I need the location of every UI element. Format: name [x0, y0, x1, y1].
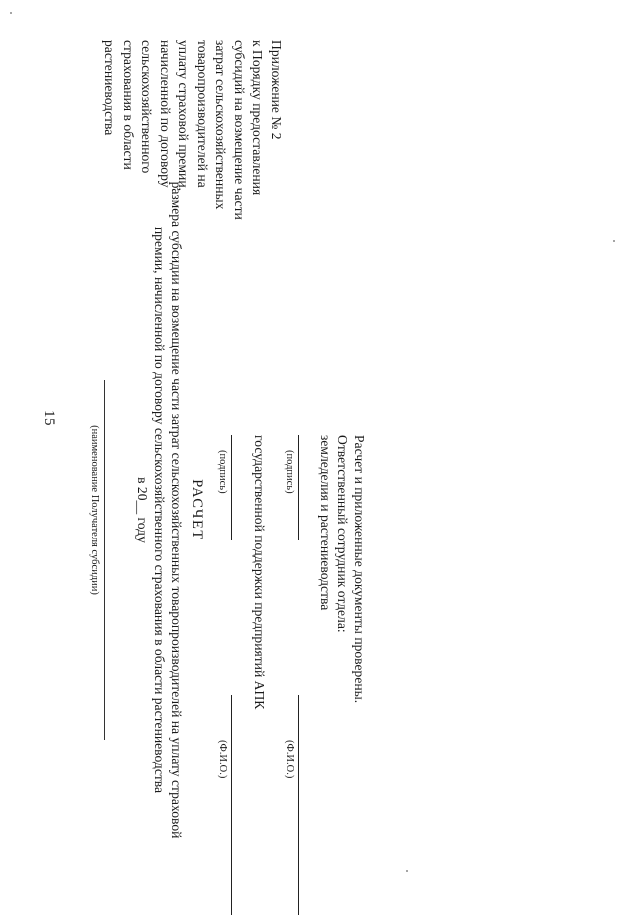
signature-line — [231, 435, 232, 540]
calculation-year: в 20__ году — [135, 477, 150, 543]
appendix-line: затрат сельскохозяйственных — [213, 40, 229, 210]
scan-speck — [613, 240, 615, 242]
appendix-line: субсидий на возмещение части — [232, 40, 247, 220]
appendix-line: сельскохозяйственного — [139, 40, 155, 174]
calculation-heading: РАСЧЕТ — [189, 479, 205, 541]
signature-line — [298, 435, 299, 540]
appendix-line: уплату страховой премии, — [176, 40, 192, 191]
name-line — [298, 695, 299, 915]
recipient-line — [104, 380, 105, 740]
appendix-line: страхования в области — [121, 40, 136, 170]
page-number: 15 — [41, 410, 57, 426]
signature-caption: (подпись) — [284, 450, 295, 494]
appendix-line: начисленной по договору — [158, 40, 173, 188]
appendix-line: растениеводства — [102, 40, 118, 136]
verification-line: Расчет и приложенные документы проверены. — [352, 435, 367, 704]
calculation-description — [151, 150, 185, 870]
name-line — [231, 695, 232, 915]
appendix-line: товаропроизводителей на — [195, 40, 210, 188]
name-caption: (Ф.И.О.) — [284, 740, 295, 779]
name-caption: (Ф.И.О.) — [217, 740, 228, 779]
description-line: размера субсидии на возмещение части затрат сельскохозяйственных товаропроизводителей на уплату страховой — [169, 181, 184, 839]
appendix-line: Приложение № 2 — [269, 40, 284, 140]
scan-speck — [10, 12, 12, 14]
scan-speck — [406, 870, 408, 872]
description-line: премии, начисленной по договору сельскохозяйственного страхования в области растениеводства — [152, 226, 167, 794]
verification-line: земледелия и растениеводства — [318, 435, 333, 611]
recipient-caption: (наименование Получателя субсидии) — [89, 425, 100, 595]
appendix-line: к Порядку предоставления — [250, 40, 266, 196]
signature-caption: (подпись) — [217, 450, 228, 494]
verification-line: Ответственный сотрудник отдела: — [335, 435, 350, 633]
verification-line: государственной поддержки предприятий АПК — [252, 435, 267, 710]
